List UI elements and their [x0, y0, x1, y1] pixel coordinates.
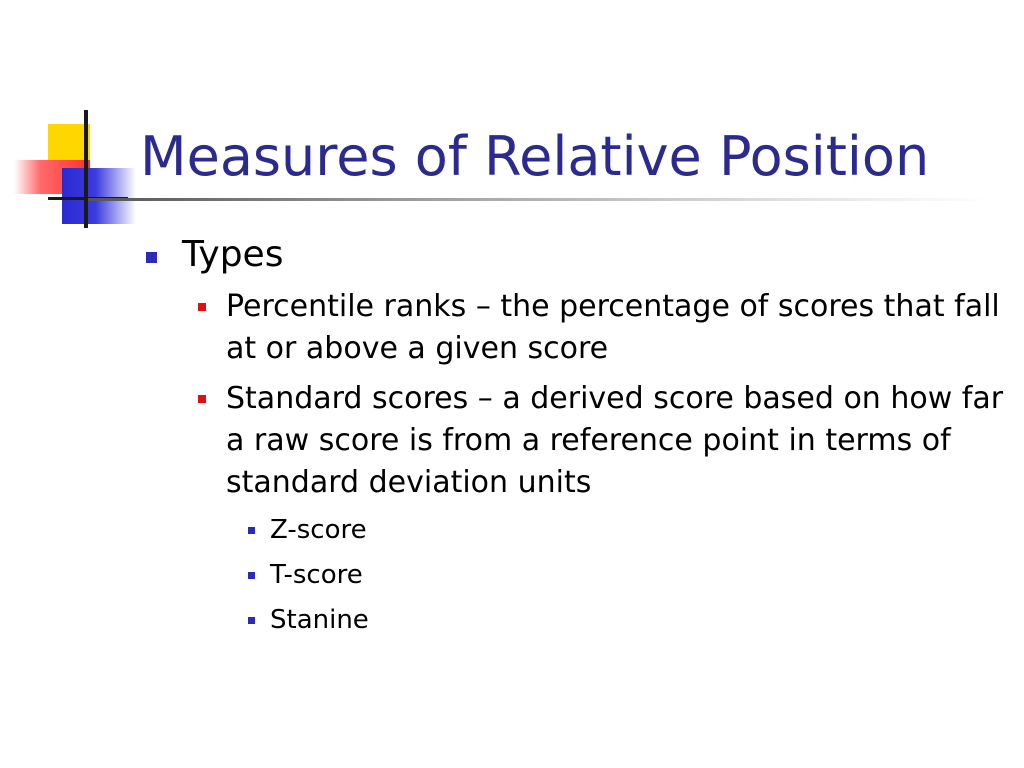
- sub-bullet-text: Standard scores – a derived score based on how far a raw score is from a reference point in terms of standard deviation units: [226, 381, 1004, 500]
- title-underline: [88, 198, 988, 201]
- bullet-list: [144, 232, 1004, 647]
- square-bullet-icon: [146, 252, 157, 263]
- sub-bullet-text: Percentile ranks – the percentage of scores that fall at or above a given score: [226, 289, 1000, 366]
- square-bullet-icon: [248, 527, 255, 534]
- sub-sub-bullet-text: T-score: [270, 560, 363, 590]
- sub-bullet-item-percentile-ranks: [194, 286, 1004, 370]
- logo-vertical-line: [84, 110, 88, 228]
- square-bullet-icon: [198, 303, 206, 311]
- square-bullet-icon: [198, 395, 206, 403]
- sub-sub-bullet-item-stanine: [244, 602, 1004, 638]
- sub-sub-bullet-text: Stanine: [270, 605, 369, 635]
- square-bullet-icon: [248, 572, 255, 579]
- slide-title: Measures of Relative Position: [140, 125, 930, 188]
- bullet-text: Types: [182, 234, 284, 275]
- logo-blue-square: [62, 168, 136, 224]
- sub-sub-bullet-item-t-score: [244, 557, 1004, 593]
- overlapping-squares-logo-icon: [0, 0, 160, 240]
- sub-sub-bullet-text: Z-score: [270, 515, 367, 545]
- sub-bullet-item-standard-scores: [194, 378, 1004, 504]
- sub-sub-bullet-item-z-score: [244, 512, 1004, 548]
- square-bullet-icon: [248, 617, 255, 624]
- bullet-item-types: [144, 232, 1004, 278]
